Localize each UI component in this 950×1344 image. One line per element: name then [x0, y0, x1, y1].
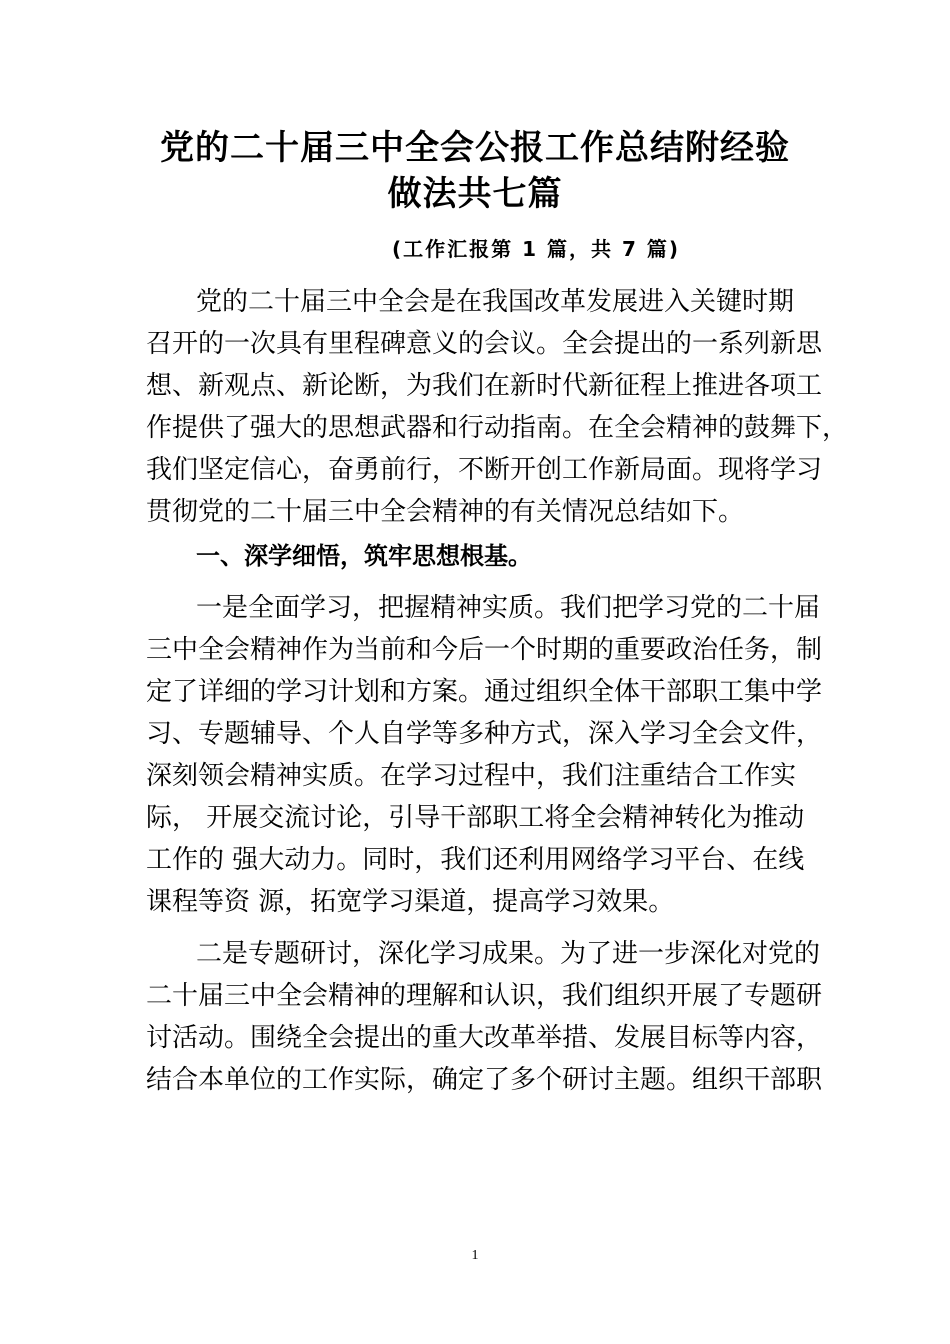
paragraph-2-line-1-text: 我们把学习党的二十届: [560, 593, 821, 623]
document-subtitle: (工作汇报第 1 篇，共 7 篇): [392, 237, 680, 261]
paragraph-2-line-6: 际， 开展交流讨论，引导干部职工将全会精神转化为推动: [146, 803, 805, 833]
paragraph-1-line-2: 召开的一次具有里程碑意义的会议。全会提出的一系列新思: [146, 329, 823, 359]
paragraph-3-line-3: 讨活动。围绕全会提出的重大改革举措、发展目标等内容，: [146, 1023, 823, 1053]
paragraph-3-line-2: 二十届三中全会精神的理解和认识，我们组织开展了专题研: [146, 981, 823, 1011]
paragraph-2-line-3: 定了详细的学习计划和方案。通过组织全体干部职工集中学: [146, 677, 823, 707]
paragraph-2-line-8: 课程等资 源，拓宽学习渠道，提高学习效果。: [146, 887, 675, 917]
paragraph-1-line-4: 作提供了强大的思想武器和行动指南。在全会精神的鼓舞下，: [146, 413, 849, 443]
paragraph-2-line-2: 三中全会精神作为当前和今后一个时期的重要政治任务，制: [146, 635, 823, 665]
paragraph-2-line-7: 工作的 强大动力。同时，我们还利用网络学习平台、在线: [146, 845, 805, 875]
paragraph-1-line-3: 想、新观点、新论断，为我们在新时代新征程上推进各项工: [146, 371, 823, 401]
paragraph-1-line-6: 贯彻党的二十届三中全会精神的有关情况总结如下。: [146, 497, 745, 527]
paragraph-3-line-4: 结合本单位的工作实际，确定了多个研讨主题。组织干部职: [146, 1065, 823, 1095]
paragraph-1-line-5: 我们坚定信心，奋勇前行，不断开创工作新局面。现将学习: [146, 455, 823, 485]
paragraph-2-line-1: [196, 588, 820, 628]
document-title-line-2: 做法共七篇: [387, 174, 563, 214]
section-heading: 一、深学细悟，筑牢思想根基。: [196, 542, 532, 570]
page-number: 1: [471, 1248, 479, 1263]
paragraph-3-line-1-text: 为了进一步深化对党的: [560, 939, 821, 969]
paragraph-3-lead: 二是专题研讨，深化学习成果。: [196, 939, 561, 969]
document-title-line-1: 党的二十届三中全会公报工作总结附经验: [160, 128, 790, 168]
paragraph-3-line-1: [196, 934, 820, 974]
paragraph-2-lead: 一是全面学习，把握精神实质。: [196, 593, 561, 623]
paragraph-2-line-4: 习、专题辅导、个人自学等多种方式，深入学习全会文件，: [146, 719, 823, 749]
paragraph-1-line-1: 党的二十届三中全会是在我国改革发展进入关键时期: [196, 287, 795, 317]
paragraph-2-line-5: 深刻领会精神实质。在学习过程中，我们注重结合工作实: [146, 761, 797, 791]
